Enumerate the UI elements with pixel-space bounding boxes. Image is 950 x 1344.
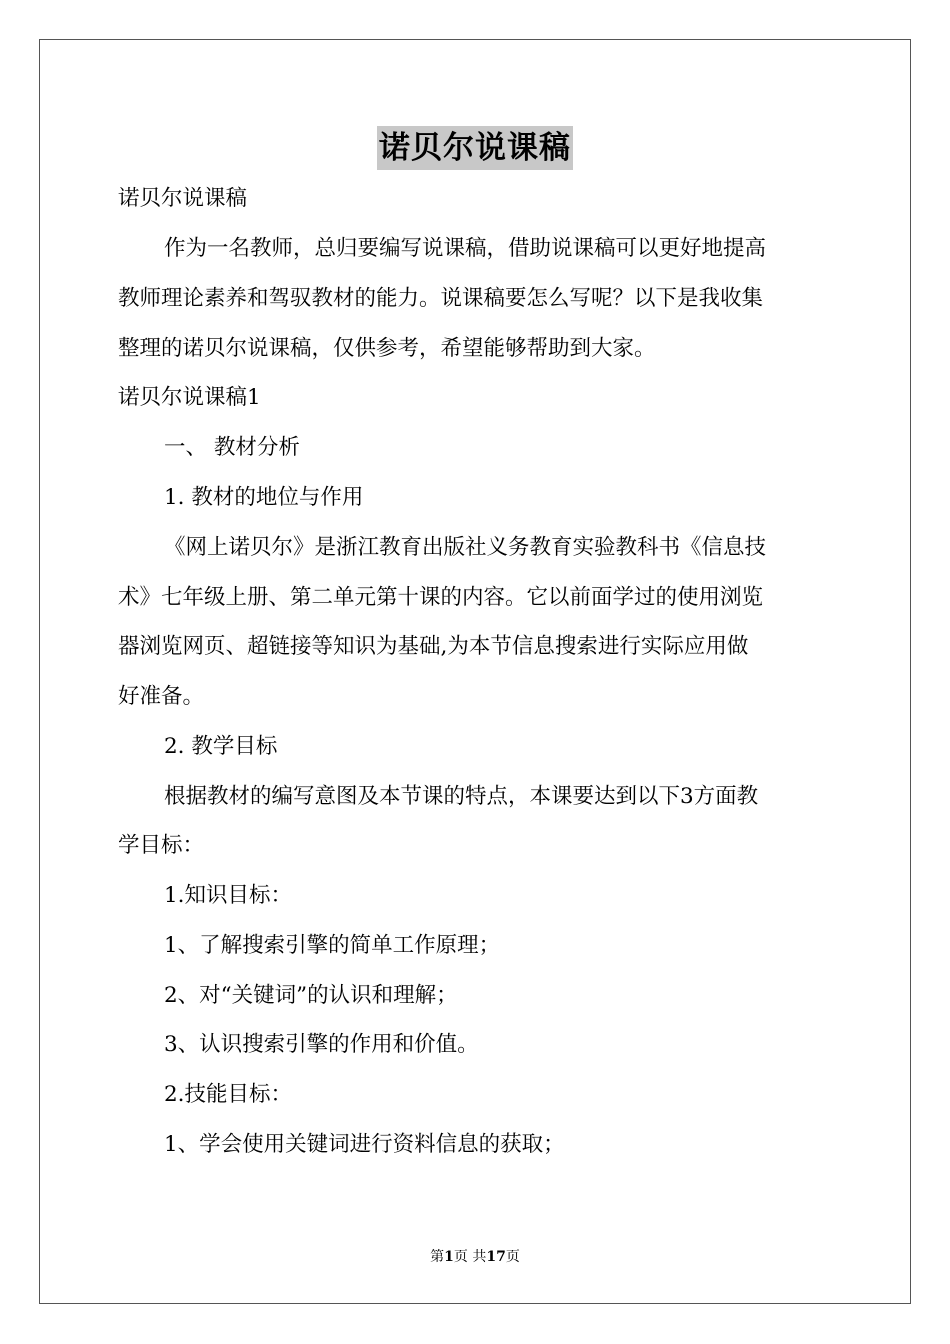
footer-prefix: 第: [430, 1249, 445, 1265]
text-line: 2、对“关键词”的认识和理解；: [164, 983, 458, 1008]
text-line: 学目标：: [118, 833, 205, 858]
text-line: 教师理论素养和驾驭教材的能力。说课稿要怎么写呢？以下是我收集: [118, 286, 764, 311]
text-line: 术》七年级上册、第二单元第十课的内容。它以前面学过的使用浏览: [118, 585, 764, 610]
text-line: 《网上诺贝尔》是浙江教育出版社义务教育实验教科书《信息技: [164, 535, 767, 560]
text-line: 1、学会使用关键词进行资料信息的获取；: [164, 1132, 565, 1157]
text-line: 2.技能目标：: [164, 1082, 293, 1107]
text-line: 根据教材的编写意图及本节课的特点，本课要达到以下3方面教: [164, 784, 759, 809]
text-line: 好准备。: [118, 684, 205, 709]
footer-total-pages: 17: [486, 1249, 506, 1265]
text-line: 作为一名教师，总归要编写说课稿，借助说课稿可以更好地提高: [164, 236, 767, 261]
footer-suffix: 页: [505, 1249, 520, 1265]
text-line: 1、了解搜索引擎的简单工作原理；: [164, 933, 501, 958]
text-line: 整理的诺贝尔说课稿，仅供参考，希望能够帮助到大家。: [118, 336, 656, 361]
page-footer: [0, 1246, 950, 1266]
title-wrap: [0, 126, 950, 170]
footer-mid: 页 共: [453, 1249, 487, 1265]
text-line: 一、 教材分析: [164, 435, 300, 460]
text-line: 2. 教学目标: [164, 734, 278, 759]
page-border: [39, 39, 911, 1304]
text-line: 诺贝尔说课稿1: [118, 385, 261, 410]
text-line: 1.知识目标：: [164, 883, 293, 908]
footer-page-number: 1: [444, 1249, 454, 1265]
text-line: 1. 教材的地位与作用: [164, 485, 364, 510]
text-line: 诺贝尔说课稿: [118, 186, 248, 211]
text-line: 器浏览网页、超链接等知识为基础,为本节信息搜索进行实际应用做: [118, 634, 749, 659]
text-line: 3、认识搜索引擎的作用和价值。: [164, 1032, 479, 1057]
document-title: 诺贝尔说课稿: [377, 126, 573, 170]
